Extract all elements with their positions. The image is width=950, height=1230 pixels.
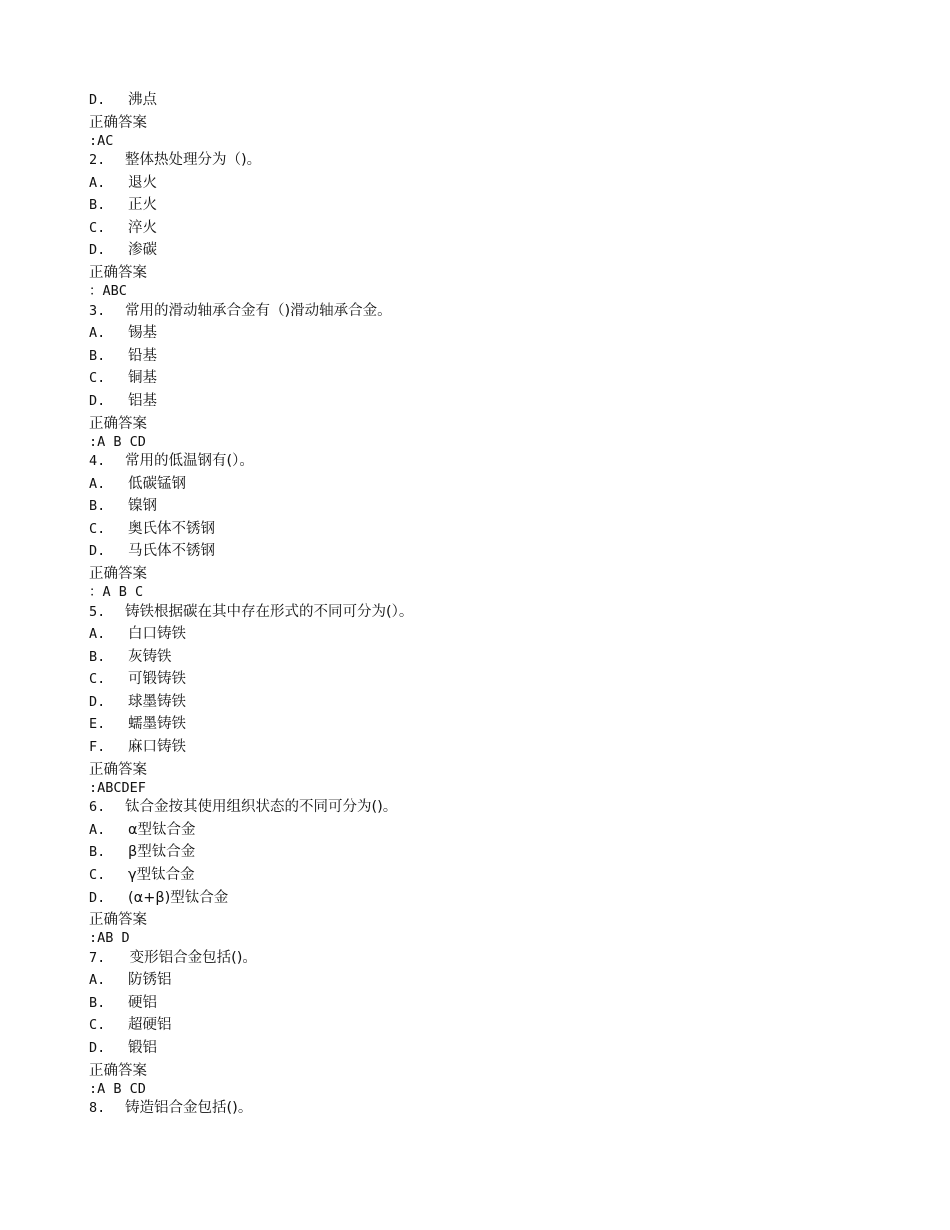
option-label: B. xyxy=(89,347,106,364)
option-text: 球墨铸铁 xyxy=(128,693,186,710)
option-line xyxy=(89,691,889,714)
option-text: 马氏体不锈钢 xyxy=(128,543,215,560)
question-number: 5. xyxy=(89,603,106,620)
answer-text: ：A B C xyxy=(89,584,144,600)
question-line xyxy=(89,149,889,172)
option-line xyxy=(89,736,889,759)
option-text: α型钛合金 xyxy=(128,821,196,838)
option-line xyxy=(89,172,889,195)
option-line xyxy=(89,367,889,390)
question-number: 7. xyxy=(89,949,106,966)
question-number: 3. xyxy=(89,302,106,319)
answer-label: 正确答案 xyxy=(89,265,147,282)
option-label: A. xyxy=(89,972,106,989)
question-text: 钛合金按其使用组织状态的不同可分为()。 xyxy=(125,799,398,816)
question-text: 常用的滑动轴承合金有（)滑动轴承合金。 xyxy=(125,302,392,319)
option-text: 渗碳 xyxy=(128,242,157,259)
option-label: D. xyxy=(89,242,106,259)
option-line xyxy=(89,646,889,669)
answer-value xyxy=(89,284,889,300)
answer-label: 正确答案 xyxy=(89,566,147,582)
option-line xyxy=(89,992,889,1015)
question-line xyxy=(89,450,889,473)
option-text: 麻口铸铁 xyxy=(128,739,186,756)
option-line xyxy=(89,194,889,217)
option-line xyxy=(89,473,889,496)
option-line xyxy=(89,969,889,992)
question-line xyxy=(89,300,889,323)
option-text: 镍钢 xyxy=(128,498,157,515)
option-text: 硬铝 xyxy=(128,994,157,1011)
option-label: A. xyxy=(89,325,106,342)
option-label: D. xyxy=(89,92,106,108)
option-label: B. xyxy=(89,197,106,214)
question-text: 铸铁根据碳在其中存在形式的不同可分为(）。 xyxy=(125,603,414,620)
option-text: 超硬铝 xyxy=(128,1017,172,1034)
question-line xyxy=(89,796,889,819)
option-text: 铜基 xyxy=(128,370,157,387)
answer-text: :AC xyxy=(89,132,114,149)
option-line xyxy=(89,864,889,887)
answer-value xyxy=(89,585,889,601)
answer-value xyxy=(89,435,889,451)
option-line xyxy=(89,819,889,842)
option-line xyxy=(89,322,889,345)
option-text: 蠕墨铸铁 xyxy=(128,716,186,733)
option-line xyxy=(89,668,889,691)
answer-text: :ABCDEF xyxy=(89,779,146,796)
option-label: B. xyxy=(89,994,106,1011)
document-body xyxy=(89,89,889,1120)
option-text: 退火 xyxy=(128,174,157,191)
option-label: B. xyxy=(89,498,106,515)
option-text: 灰铸铁 xyxy=(128,648,172,665)
option-text: 正火 xyxy=(128,197,157,214)
answer-value xyxy=(89,1082,889,1098)
option-text: 白口铸铁 xyxy=(128,626,186,643)
question-line xyxy=(89,1097,889,1120)
option-text: 锡基 xyxy=(128,325,157,342)
option-label: A. xyxy=(89,626,106,643)
question-number: 2. xyxy=(89,152,106,169)
answer-label: 正确答案 xyxy=(89,1062,147,1079)
option-label: C. xyxy=(89,370,106,387)
option-line xyxy=(89,518,889,541)
option-line xyxy=(89,217,889,240)
option-label: C. xyxy=(89,866,106,883)
question-text: 铸造铝合金包括()。 xyxy=(125,1100,253,1117)
option-text: 可锻铸铁 xyxy=(128,671,186,688)
option-label: A. xyxy=(89,821,106,838)
question-text: 变形铝合金包括()。 xyxy=(125,949,257,966)
question-number: 8. xyxy=(89,1100,106,1117)
answer-label: 正确答案 xyxy=(89,415,147,432)
option-label: C. xyxy=(89,1017,106,1034)
option-text: (α+β)型钛合金 xyxy=(128,889,229,906)
option-text: 防锈铝 xyxy=(128,972,172,989)
option-line xyxy=(89,89,889,112)
answer-text: :A B CD xyxy=(89,433,146,450)
option-text: γ型钛合金 xyxy=(128,866,195,883)
option-line xyxy=(89,239,889,262)
answer-value xyxy=(89,134,889,150)
option-line xyxy=(89,390,889,413)
question-line xyxy=(89,947,889,970)
question-number: 4. xyxy=(89,453,106,470)
option-label: C. xyxy=(89,671,106,688)
option-label: B. xyxy=(89,844,106,861)
question-line xyxy=(89,601,889,624)
option-label: A. xyxy=(89,174,106,191)
option-text: 铝基 xyxy=(128,392,157,409)
answer-text: :A B CD xyxy=(89,1080,146,1097)
option-line xyxy=(89,887,889,910)
option-label: D. xyxy=(89,693,106,710)
answer-text: :AB D xyxy=(89,930,130,947)
answer-label: 正确答案 xyxy=(89,761,147,778)
option-text: 低碳锰钢 xyxy=(128,475,186,492)
option-label: F. xyxy=(89,739,106,756)
option-line xyxy=(89,841,889,864)
question-number: 6. xyxy=(89,799,106,816)
option-line xyxy=(89,623,889,646)
option-label: D. xyxy=(89,1040,106,1056)
answer-label: 正确答案 xyxy=(89,114,147,131)
option-text: β型钛合金 xyxy=(128,844,196,861)
option-label: D. xyxy=(89,392,106,409)
option-text: 淬火 xyxy=(128,219,157,236)
option-label: B. xyxy=(89,648,106,665)
option-line xyxy=(89,540,889,563)
option-label: C. xyxy=(89,520,106,537)
option-label: E. xyxy=(89,716,106,733)
question-text: 整体热处理分为（)。 xyxy=(125,152,262,169)
option-label: A. xyxy=(89,475,106,492)
option-label: D. xyxy=(89,889,106,906)
option-line xyxy=(89,345,889,368)
question-text: 常用的低温钢有(）。 xyxy=(125,453,254,470)
option-line xyxy=(89,713,889,736)
option-text: 奥氏体不锈钢 xyxy=(128,520,215,537)
option-line xyxy=(89,1014,889,1037)
option-line xyxy=(89,1037,889,1060)
option-label: C. xyxy=(89,219,106,236)
answer-text: ：ABC xyxy=(89,283,127,300)
option-text: 铅基 xyxy=(128,347,157,364)
answer-label: 正确答案 xyxy=(89,912,147,929)
option-text: 锻铝 xyxy=(128,1040,157,1056)
answer-value xyxy=(89,931,889,947)
option-line xyxy=(89,495,889,518)
option-label: D. xyxy=(89,543,106,560)
answer-value xyxy=(89,781,889,797)
option-text: 沸点 xyxy=(128,92,157,108)
